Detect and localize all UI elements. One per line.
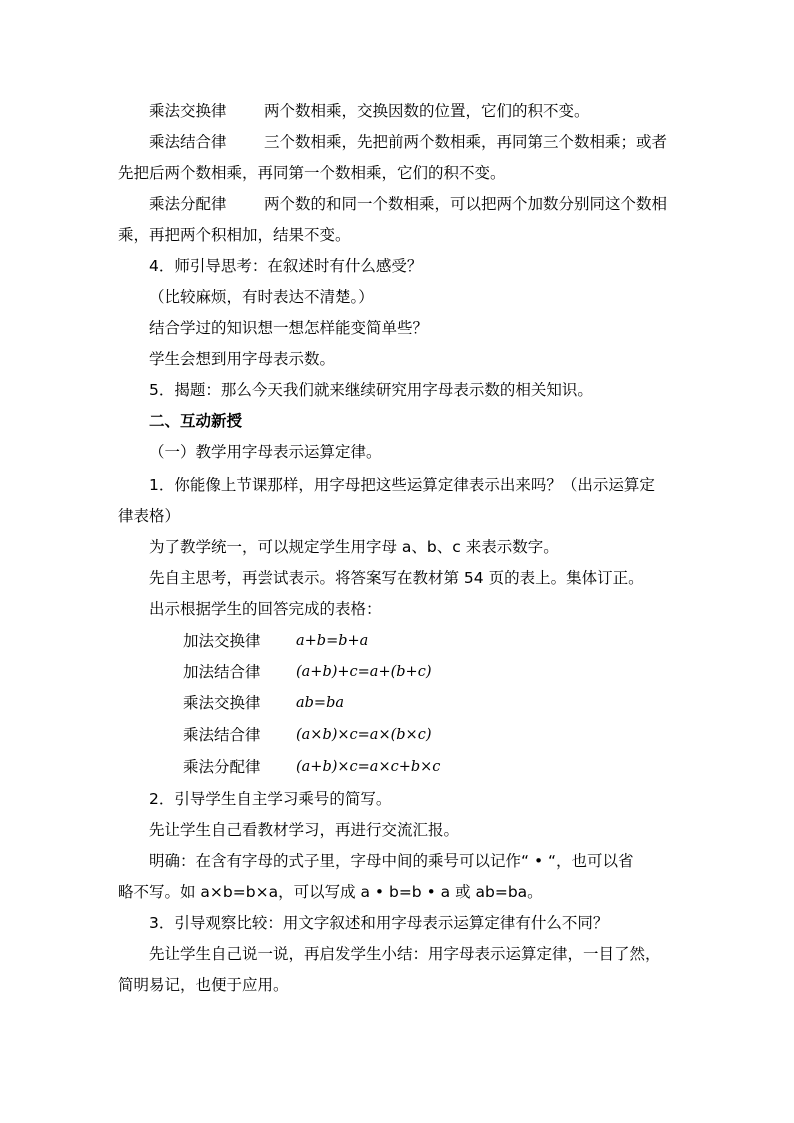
- question-1-continued: 律表格）: [118, 507, 181, 525]
- rules-table-row: [0, 630, 794, 652]
- question-2: 2．引导学生自主学习乘号的简写。: [149, 790, 392, 808]
- law-name: 乘法交换律: [149, 102, 227, 120]
- step-4-answer: （比较麻烦，有时表达不清楚。）: [149, 288, 374, 306]
- question-3-summary: 先让学生自己说一说，再启发学生小结：用字母表示运算定律，一目了然，: [149, 945, 661, 963]
- rule-formula: a+b=b+a: [296, 633, 369, 649]
- rules-table-row: [0, 756, 794, 778]
- law-description: 两个数相乘，交换因数的位置，它们的积不变。: [264, 102, 590, 120]
- step-4: 4．师引导思考：在叙述时有什么感受？: [149, 257, 423, 275]
- question-2-read: 先让学生自己看教材学习，再进行交流汇报。: [149, 821, 460, 839]
- rules-table-row: [0, 661, 794, 683]
- step-5: 5．揭题：那么今天我们就来继续研究用字母表示数的相关知识。: [149, 381, 593, 399]
- rule-name: 乘法分配律: [183, 758, 261, 776]
- rule-formula: (a×b)×c=a×(b×c): [296, 727, 432, 743]
- question-3-summary-continued: 简明易记，也便于应用。: [118, 976, 289, 994]
- section-heading: 二、互动新授: [149, 412, 243, 430]
- question-1: 1．你能像上节课那样，用字母把这些运算定律表示出来吗？（出示运算定: [149, 476, 655, 494]
- unify-letters: 为了教学统一，可以规定学生用字母 a、b、c 来表示数字。: [149, 538, 559, 556]
- rules-table-row: [0, 724, 794, 746]
- law-description: 两个数的和同一个数相乘，可以把两个加数分别同这个数相: [264, 195, 668, 213]
- question-3: 3．引导观察比较：用文字叙述和用字母表示运算定律有什么不同？: [149, 914, 609, 932]
- law-description-continued: 乘，再把两个积相加，结果不变。: [118, 226, 351, 244]
- step-4-question: 结合学过的知识想一想怎样能变简单些？: [149, 319, 429, 337]
- law-description: 三个数相乘，先把前两个数相乘，再同第三个数相乘；或者: [264, 133, 668, 151]
- show-table: 出示根据学生的回答完成的表格：: [149, 600, 382, 618]
- rule-formula: ab=ba: [296, 695, 345, 711]
- question-2-clarify: 明确：在含有字母的式子里，字母中间的乘号可以记作“ • “，也可以省: [149, 852, 634, 870]
- rule-name: 加法结合律: [183, 663, 261, 681]
- rule-name: 乘法结合律: [183, 726, 261, 744]
- rule-formula: (a+b)+c=a+(b+c): [296, 664, 432, 680]
- question-2-clarify-continued: 略不写。如 a×b=b×a，可以写成 a • b=b • a 或 ab=ba。: [118, 883, 543, 901]
- law-description-continued: 先把后两个数相乘，再同第一个数相乘，它们的积不变。: [118, 164, 506, 182]
- rule-name: 乘法交换律: [183, 694, 261, 712]
- step-4-result: 学生会想到用字母表示数。: [149, 350, 336, 368]
- part-heading: （一）教学用字母表示运算定律。: [149, 443, 382, 461]
- law-name: 乘法分配律: [149, 195, 227, 213]
- self-think: 先自主思考，再尝试表示。将答案写在教材第 54 页的表上。集体订正。: [149, 569, 644, 587]
- rules-table-row: [0, 692, 794, 714]
- law-name: 乘法结合律: [149, 133, 227, 151]
- rule-formula: (a+b)×c=a×c+b×c: [296, 759, 441, 775]
- rule-name: 加法交换律: [183, 632, 261, 650]
